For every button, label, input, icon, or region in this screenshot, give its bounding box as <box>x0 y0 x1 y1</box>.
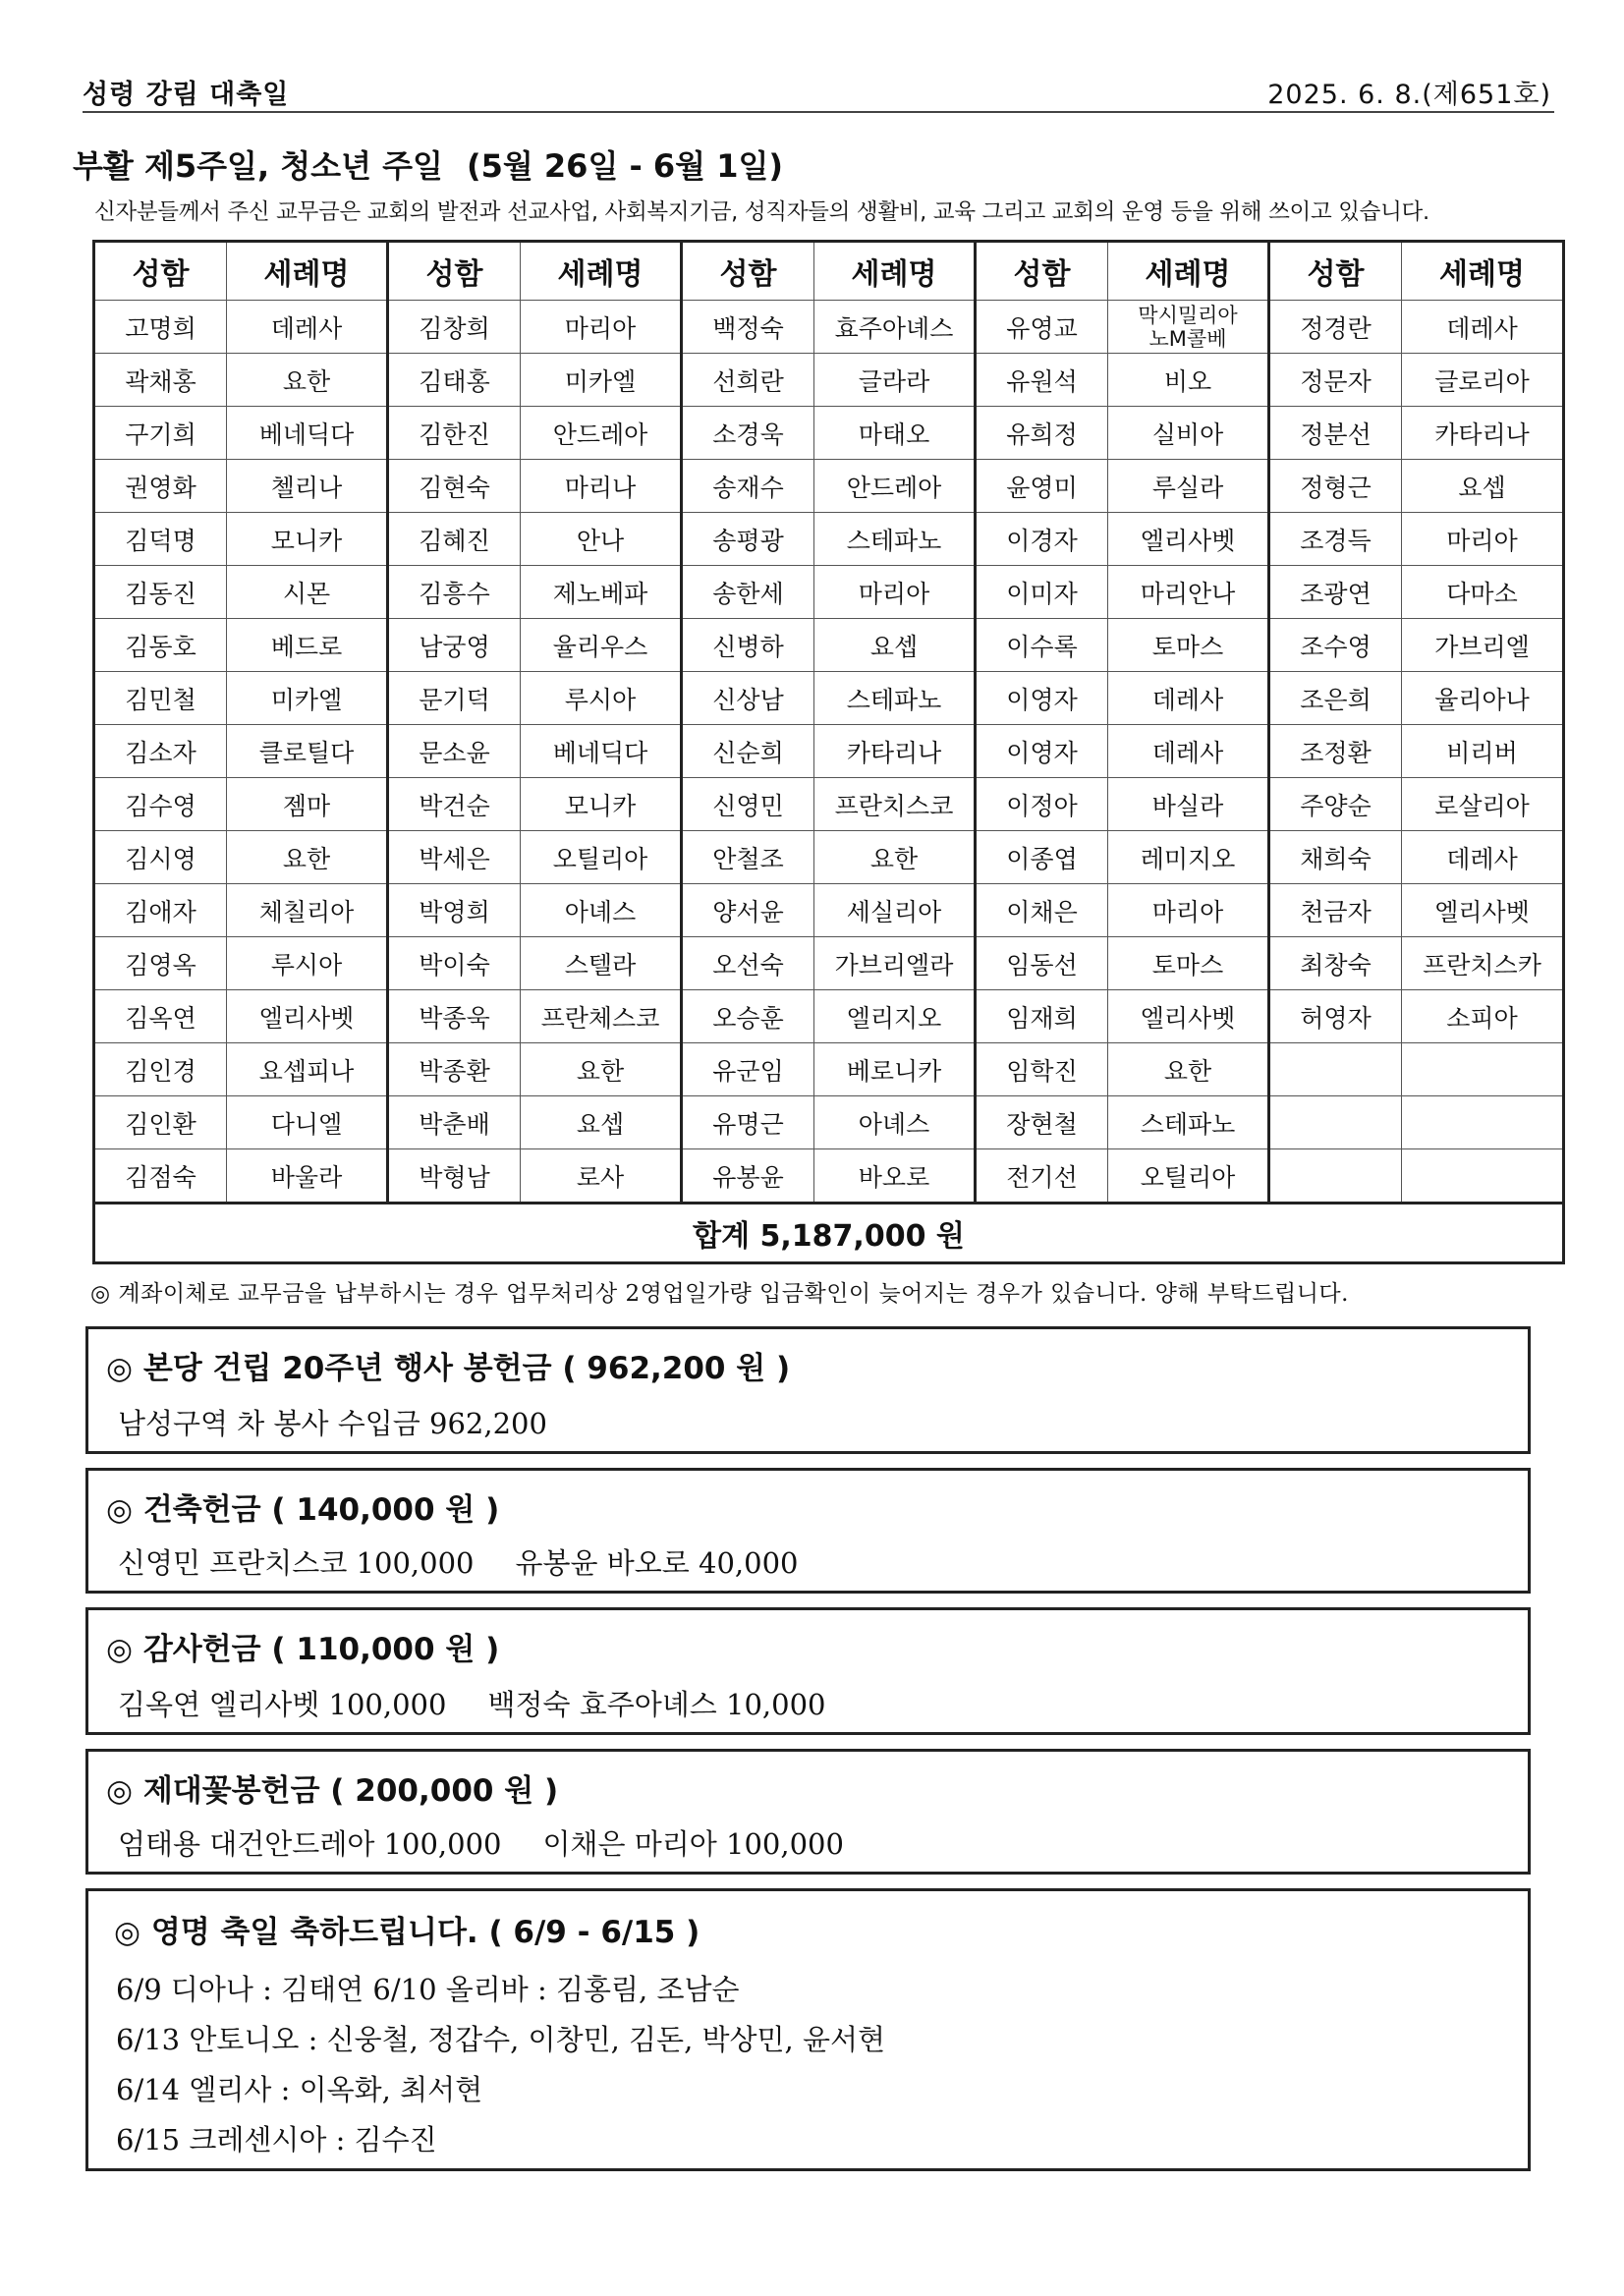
column-header-name: 성함 <box>1269 242 1402 301</box>
donor-name-cell: 문기덕 <box>388 672 521 725</box>
column-header-name: 성함 <box>682 242 814 301</box>
donor-name-cell: 신상남 <box>682 672 814 725</box>
baptismal-name-cell: 가브리엘 <box>1402 619 1564 672</box>
donor-name-cell: 박종환 <box>388 1043 521 1096</box>
baptismal-name-cell: 바실라 <box>1108 778 1269 831</box>
donor-name-cell: 김한진 <box>388 407 521 460</box>
column-header-baptismal-name: 세례명 <box>227 242 388 301</box>
donor-name-cell: 천금자 <box>1269 884 1402 937</box>
donor-name-cell: 김혜진 <box>388 513 521 566</box>
altar-flower-offering-title: ◎ 제대꽃봉헌금 ( 200,000 원 ) <box>106 1773 559 1809</box>
donor-name-cell: 백정숙 <box>682 301 814 354</box>
donor-name-cell: 김점숙 <box>94 1149 227 1204</box>
donor-name-cell: 고명희 <box>94 301 227 354</box>
donor-name-cell: 조광연 <box>1269 566 1402 619</box>
donor-name-cell: 유원석 <box>976 354 1108 407</box>
table-row <box>94 407 1564 460</box>
offering-item: 김옥연 엘리사벳 100,000 <box>118 1688 447 1721</box>
baptismal-name-cell: 마리아 <box>521 301 682 354</box>
anniversary-offering-detail <box>118 1402 547 1442</box>
baptismal-name-cell: 클로틸다 <box>227 725 388 778</box>
donor-name-cell: 이영자 <box>976 725 1108 778</box>
baptismal-name-cell: 체칠리아 <box>227 884 388 937</box>
baptismal-name-cell: 다마소 <box>1402 566 1564 619</box>
donor-name-cell: 김애자 <box>94 884 227 937</box>
donor-name-cell: 양서윤 <box>682 884 814 937</box>
donor-name-cell: 박건순 <box>388 778 521 831</box>
feast-day-box-title: ◎ 영명 축일 축하드립니다. ( 6/9 - 6/15 ) <box>114 1915 700 1950</box>
table-row <box>94 1096 1564 1149</box>
baptismal-name-cell: 베로니카 <box>814 1043 976 1096</box>
baptismal-name-cell: 율리우스 <box>521 619 682 672</box>
offering-item: 엄태용 대건안드레아 100,000 <box>118 1827 502 1861</box>
baptismal-name-cell: 요셉 <box>814 619 976 672</box>
baptismal-name-cell <box>1402 1043 1564 1096</box>
donor-name-cell: 이영자 <box>976 672 1108 725</box>
baptismal-name-cell: 안드레아 <box>521 407 682 460</box>
baptismal-name-cell: 안나 <box>521 513 682 566</box>
column-header-baptismal-name: 세례명 <box>1108 242 1269 301</box>
table-row <box>94 460 1564 513</box>
baptismal-name-cell: 엘리사벳 <box>1108 990 1269 1043</box>
baptismal-name-cell: 데레사 <box>1108 725 1269 778</box>
donor-name-cell: 이수록 <box>976 619 1108 672</box>
baptismal-name-cell: 루시아 <box>227 937 388 990</box>
intro-text: 신자분들께서 주신 교무금은 교회의 발전과 선교사업, 사회복지기금, 성직자들의 생활비, 교육 그리고 교회의 운영 등을 위해 쓰이고 있습니다. <box>94 199 1429 225</box>
donor-name-cell: 유희정 <box>976 407 1108 460</box>
donor-name-cell: 곽채홍 <box>94 354 227 407</box>
donor-name-cell: 조은희 <box>1269 672 1402 725</box>
offering-item: 백정숙 효주아녜스 10,000 <box>487 1688 826 1721</box>
baptismal-name-cell: 실비아 <box>1108 407 1269 460</box>
section-title-text: 부활 제5주일, 청소년 주일 <box>73 147 443 185</box>
baptismal-name-cell: 아녜스 <box>814 1096 976 1149</box>
offering-item: 신영민 프란치스코 100,000 <box>118 1546 475 1580</box>
donor-name-cell: 소경욱 <box>682 407 814 460</box>
thanksgiving-offering-title: ◎ 감사헌금 ( 110,000 원 ) <box>106 1632 500 1667</box>
header-divider <box>83 111 1554 113</box>
issue-date: 2025. 6. 8.(제651호) <box>1267 80 1551 110</box>
table-row <box>94 884 1564 937</box>
baptismal-name-cell: 마리안나 <box>1108 566 1269 619</box>
donor-name-cell: 구기희 <box>94 407 227 460</box>
table-row <box>94 831 1564 884</box>
baptismal-name-cell: 스테파노 <box>814 513 976 566</box>
baptismal-name-cell: 토마스 <box>1108 619 1269 672</box>
thanksgiving-offering-box <box>85 1607 1531 1735</box>
baptismal-name-cell: 레미지오 <box>1108 831 1269 884</box>
donor-name-cell: 최창숙 <box>1269 937 1402 990</box>
table-row <box>94 1149 1564 1204</box>
anniversary-offering-title: ◎ 본당 건립 20주년 행사 봉헌금 ( 962,200 원 ) <box>106 1351 791 1386</box>
donor-name-cell: 송재수 <box>682 460 814 513</box>
baptismal-name-cell: 글라라 <box>814 354 976 407</box>
donor-name-cell: 장현철 <box>976 1096 1108 1149</box>
donor-name-cell: 김태홍 <box>388 354 521 407</box>
donor-name-cell: 유명근 <box>682 1096 814 1149</box>
baptismal-name-cell: 요한 <box>227 354 388 407</box>
table-row <box>94 672 1564 725</box>
feast-day-line: 6/9 디아나 : 김태연 6/10 올리바 : 김홍림, 조남순 <box>116 1973 740 2006</box>
column-header-name: 성함 <box>94 242 227 301</box>
donor-name-cell: 이미자 <box>976 566 1108 619</box>
table-row <box>94 354 1564 407</box>
donor-name-cell: 김흥수 <box>388 566 521 619</box>
donor-name-cell: 이경자 <box>976 513 1108 566</box>
donor-name-cell: 신병하 <box>682 619 814 672</box>
baptismal-name-cell <box>1402 1096 1564 1149</box>
donor-name-cell: 이채은 <box>976 884 1108 937</box>
donor-name-cell: 김시영 <box>94 831 227 884</box>
baptismal-name-cell: 요한 <box>521 1043 682 1096</box>
donor-name-cell: 윤영미 <box>976 460 1108 513</box>
feast-day-line: 6/13 안토니오 : 신웅철, 정갑수, 이창민, 김돈, 박상민, 윤서현 <box>116 2023 886 2056</box>
donor-name-cell: 남궁영 <box>388 619 521 672</box>
donor-name-cell <box>1269 1043 1402 1096</box>
baptismal-name-cell: 엘리사벳 <box>1402 884 1564 937</box>
altar-flower-offering-box <box>85 1749 1531 1875</box>
baptismal-name-cell: 프란치스카 <box>1402 937 1564 990</box>
donor-name-cell: 조정환 <box>1269 725 1402 778</box>
donor-table <box>92 240 1565 1264</box>
baptismal-name-cell: 로살리아 <box>1402 778 1564 831</box>
donor-name-cell: 이종엽 <box>976 831 1108 884</box>
donor-name-cell: 박이숙 <box>388 937 521 990</box>
donor-name-cell: 정경란 <box>1269 301 1402 354</box>
table-row <box>94 725 1564 778</box>
baptismal-name-cell: 프란체스코 <box>521 990 682 1043</box>
column-header-baptismal-name: 세례명 <box>1402 242 1564 301</box>
donor-name-cell: 권영화 <box>94 460 227 513</box>
baptismal-name-cell: 스테파노 <box>814 672 976 725</box>
donor-name-cell: 주양순 <box>1269 778 1402 831</box>
baptismal-name-cell: 율리아나 <box>1402 672 1564 725</box>
column-header-name: 성함 <box>976 242 1108 301</box>
baptismal-name-cell: 엘리사벳 <box>227 990 388 1043</box>
baptismal-name-cell: 모니카 <box>227 513 388 566</box>
donor-name-cell: 오승훈 <box>682 990 814 1043</box>
baptismal-name-cell: 카타리나 <box>1402 407 1564 460</box>
donor-name-cell: 박영희 <box>388 884 521 937</box>
feast-day-title: 성령 강림 대축일 <box>83 80 290 110</box>
donor-name-cell: 박춘배 <box>388 1096 521 1149</box>
baptismal-name-cell: 요셉 <box>1402 460 1564 513</box>
baptismal-name-cell: 바울라 <box>227 1149 388 1204</box>
baptismal-name-cell: 마리아 <box>814 566 976 619</box>
baptismal-name-cell: 마리나 <box>521 460 682 513</box>
donor-name-cell: 문소윤 <box>388 725 521 778</box>
feast-day-box <box>85 1888 1531 2171</box>
donor-name-cell: 임동선 <box>976 937 1108 990</box>
baptismal-name-cell: 토마스 <box>1108 937 1269 990</box>
donor-name-cell: 김영옥 <box>94 937 227 990</box>
building-fund-title: ◎ 건축헌금 ( 140,000 원 ) <box>106 1492 500 1528</box>
section-title <box>73 141 783 187</box>
donor-name-cell: 송평광 <box>682 513 814 566</box>
donor-name-cell: 허영자 <box>1269 990 1402 1043</box>
donor-name-cell: 김인경 <box>94 1043 227 1096</box>
donor-name-cell: 박종욱 <box>388 990 521 1043</box>
donor-name-cell: 김창희 <box>388 301 521 354</box>
column-header-baptismal-name: 세례명 <box>814 242 976 301</box>
donor-name-cell: 선희란 <box>682 354 814 407</box>
baptismal-name-cell: 바오로 <box>814 1149 976 1204</box>
baptismal-name-cell: 데레사 <box>1402 301 1564 354</box>
baptismal-name-cell: 루실라 <box>1108 460 1269 513</box>
section-date-range: (5월 26일 - 6월 1일) <box>466 147 784 185</box>
baptismal-name-cell: 소피아 <box>1402 990 1564 1043</box>
donor-name-cell: 안철조 <box>682 831 814 884</box>
donor-name-cell: 신영민 <box>682 778 814 831</box>
donor-name-cell: 김동진 <box>94 566 227 619</box>
baptismal-name-cell: 프란치스코 <box>814 778 976 831</box>
building-fund-box <box>85 1468 1531 1594</box>
baptismal-name-cell: 마리아 <box>1402 513 1564 566</box>
baptismal-name-cell: 막시밀리아 노M콜베 <box>1108 301 1269 354</box>
baptismal-name-cell: 베네딕다 <box>521 725 682 778</box>
baptismal-name-cell: 오틸리아 <box>521 831 682 884</box>
donor-name-cell: 유영교 <box>976 301 1108 354</box>
donor-name-cell <box>1269 1096 1402 1149</box>
donor-name-cell: 임재희 <box>976 990 1108 1043</box>
baptismal-name-cell: 제노베파 <box>521 566 682 619</box>
baptismal-name-cell: 아녜스 <box>521 884 682 937</box>
donor-name-cell: 김민철 <box>94 672 227 725</box>
baptismal-name-cell: 카타리나 <box>814 725 976 778</box>
baptismal-name-cell: 데레사 <box>227 301 388 354</box>
donor-name-cell: 조수영 <box>1269 619 1402 672</box>
baptismal-name-cell: 데레사 <box>1108 672 1269 725</box>
donor-name-cell: 유봉윤 <box>682 1149 814 1204</box>
baptismal-name-cell: 시몬 <box>227 566 388 619</box>
baptismal-name-cell: 엘리사벳 <box>1108 513 1269 566</box>
donor-name-cell: 김소자 <box>94 725 227 778</box>
donor-name-cell: 김덕명 <box>94 513 227 566</box>
column-header-baptismal-name: 세례명 <box>521 242 682 301</box>
donor-name-cell: 송한세 <box>682 566 814 619</box>
baptismal-name-cell: 오틸리아 <box>1108 1149 1269 1204</box>
baptismal-name-cell: 루시아 <box>521 672 682 725</box>
baptismal-name-cell: 요한 <box>227 831 388 884</box>
baptismal-name-cell: 효주아녜스 <box>814 301 976 354</box>
altar-flower-offering-detail <box>118 1822 844 1863</box>
donor-name-cell: 조경득 <box>1269 513 1402 566</box>
page-header <box>83 73 1551 112</box>
baptismal-name-cell: 첼리나 <box>227 460 388 513</box>
total-amount: 합계 5,187,000 원 <box>94 1204 1564 1263</box>
offering-item: 남성구역 차 봉사 수입금 962,200 <box>118 1407 547 1440</box>
baptismal-name-cell: 스텔라 <box>521 937 682 990</box>
donor-name-cell: 임학진 <box>976 1043 1108 1096</box>
table-row <box>94 990 1564 1043</box>
table-body <box>94 301 1564 1204</box>
baptismal-name-cell: 베네딕다 <box>227 407 388 460</box>
baptismal-name-cell: 모니카 <box>521 778 682 831</box>
donor-name-cell: 신순희 <box>682 725 814 778</box>
baptismal-name-cell: 세실리아 <box>814 884 976 937</box>
baptismal-name-cell: 안드레아 <box>814 460 976 513</box>
baptismal-name-cell: 엘리지오 <box>814 990 976 1043</box>
table-row <box>94 937 1564 990</box>
table-row <box>94 778 1564 831</box>
baptismal-name-cell: 베드로 <box>227 619 388 672</box>
table-row <box>94 619 1564 672</box>
baptismal-name-cell: 마태오 <box>814 407 976 460</box>
payment-notice: ◎ 계좌이체로 교무금을 납부하시는 경우 업무처리상 2영업일가량 입금확인이 늦어지는 경우가 있습니다. 양해 부탁드립니다. <box>90 1281 1349 1307</box>
donor-name-cell <box>1269 1149 1402 1204</box>
baptismal-name-cell: 요한 <box>1108 1043 1269 1096</box>
baptismal-name-cell: 미카엘 <box>227 672 388 725</box>
baptismal-name-cell <box>1402 1149 1564 1204</box>
offering-item: 유봉윤 바오로 40,000 <box>515 1546 799 1580</box>
donor-name-cell: 정문자 <box>1269 354 1402 407</box>
total-row <box>94 1204 1564 1263</box>
donor-name-cell: 김수영 <box>94 778 227 831</box>
baptismal-name-cell: 요셉피나 <box>227 1043 388 1096</box>
baptismal-name-cell: 요셉 <box>521 1096 682 1149</box>
anniversary-offering-box <box>85 1326 1531 1454</box>
baptismal-name-cell: 미카엘 <box>521 354 682 407</box>
baptismal-name-cell: 비오 <box>1108 354 1269 407</box>
donor-name-cell: 유군임 <box>682 1043 814 1096</box>
baptismal-name-cell: 글로리아 <box>1402 354 1564 407</box>
donor-name-cell: 정분선 <box>1269 407 1402 460</box>
table-row <box>94 301 1564 354</box>
donor-name-cell: 채희숙 <box>1269 831 1402 884</box>
feast-day-line: 6/15 크레센시아 : 김수진 <box>116 2123 437 2156</box>
table-row <box>94 1043 1564 1096</box>
thanksgiving-offering-detail <box>118 1683 826 1723</box>
feast-day-line: 6/14 엘리사 : 이옥화, 최서현 <box>116 2073 483 2106</box>
table-row <box>94 513 1564 566</box>
baptismal-name-cell: 데레사 <box>1402 831 1564 884</box>
donor-name-cell: 김동호 <box>94 619 227 672</box>
baptismal-name-cell: 비리버 <box>1402 725 1564 778</box>
baptismal-name-cell: 가브리엘라 <box>814 937 976 990</box>
building-fund-detail <box>118 1541 798 1582</box>
donor-name-cell: 김인환 <box>94 1096 227 1149</box>
donor-name-cell: 김옥연 <box>94 990 227 1043</box>
donor-name-cell: 이정아 <box>976 778 1108 831</box>
donor-name-cell: 박형남 <box>388 1149 521 1204</box>
baptismal-name-cell: 다니엘 <box>227 1096 388 1149</box>
baptismal-name-cell: 요한 <box>814 831 976 884</box>
donor-name-cell: 전기선 <box>976 1149 1108 1204</box>
baptismal-name-cell: 스테파노 <box>1108 1096 1269 1149</box>
offering-item: 이채은 마리아 100,000 <box>542 1827 844 1861</box>
table-header-row <box>94 242 1564 301</box>
donor-name-cell: 오선숙 <box>682 937 814 990</box>
baptismal-name-cell: 젬마 <box>227 778 388 831</box>
donor-name-cell: 정형근 <box>1269 460 1402 513</box>
donor-name-cell: 박세은 <box>388 831 521 884</box>
baptismal-name-cell: 로사 <box>521 1149 682 1204</box>
baptismal-name-cell: 마리아 <box>1108 884 1269 937</box>
table-row <box>94 566 1564 619</box>
donor-name-cell: 김현숙 <box>388 460 521 513</box>
column-header-name: 성함 <box>388 242 521 301</box>
